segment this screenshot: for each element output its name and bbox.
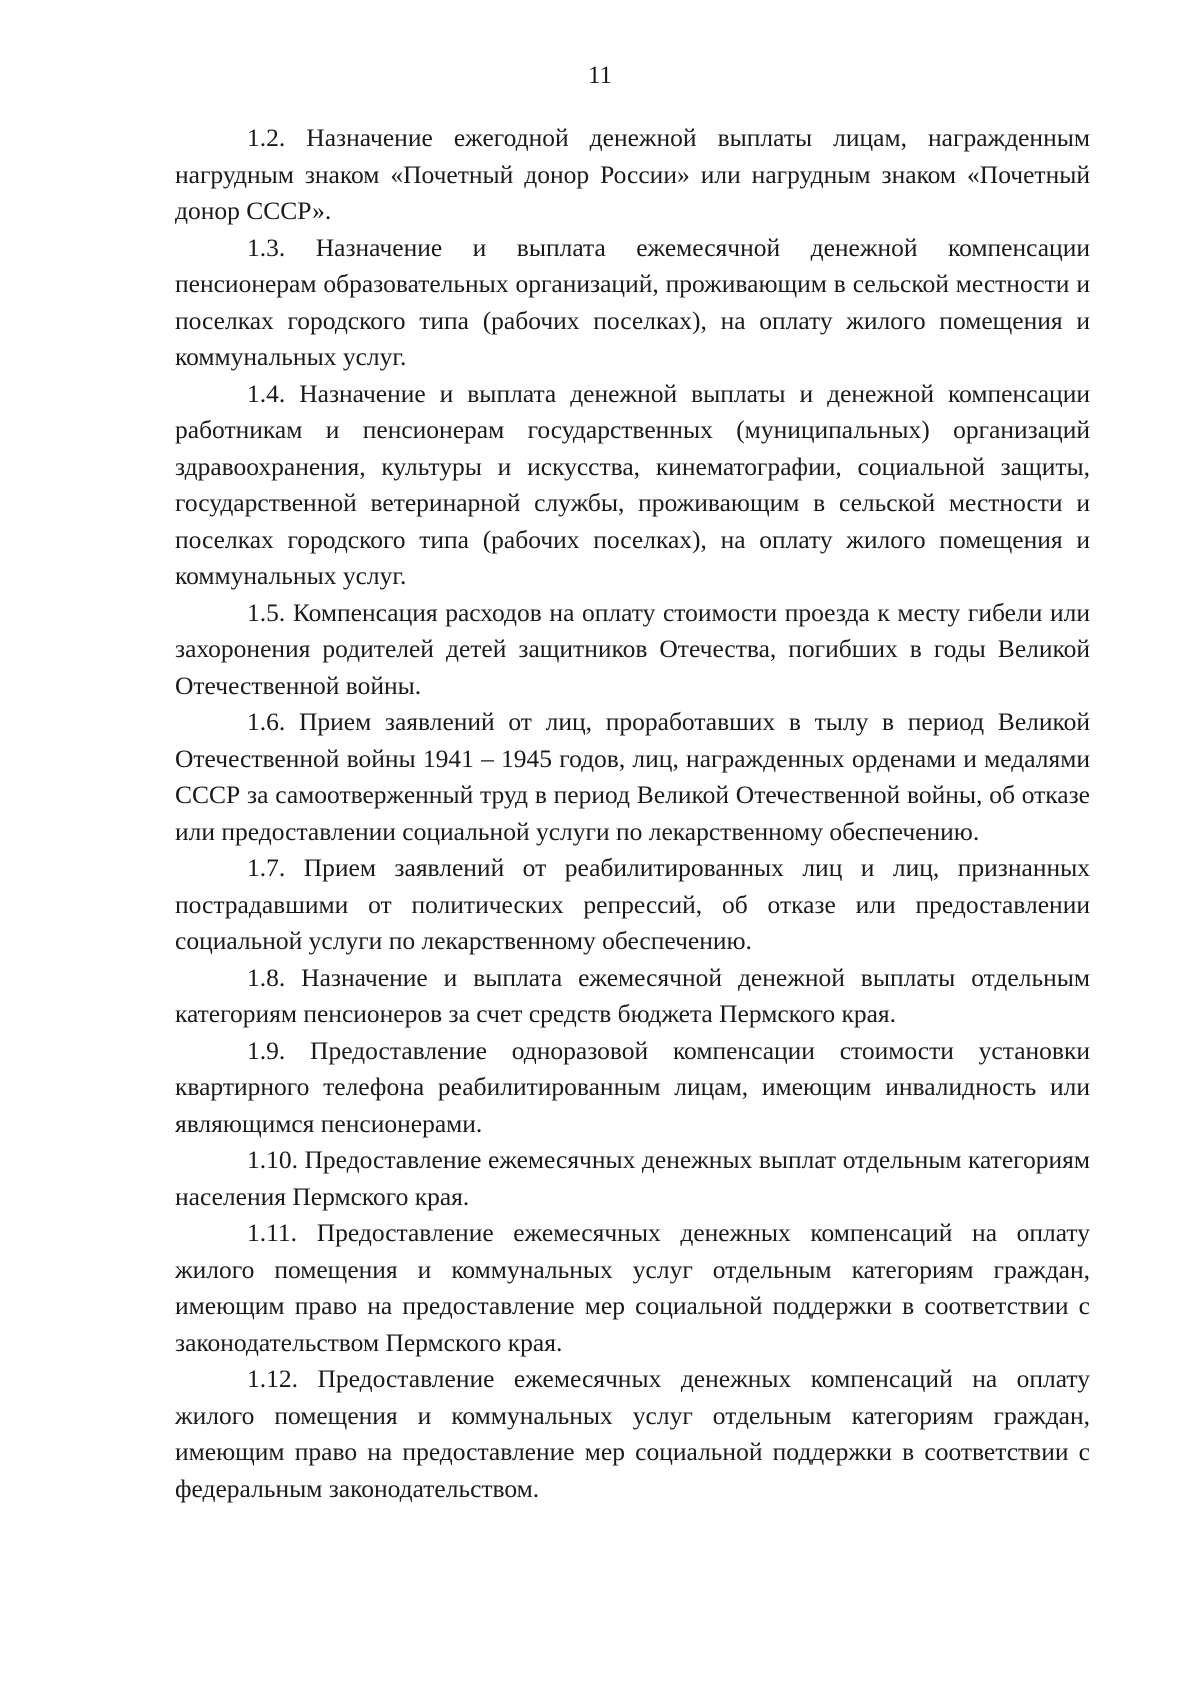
paragraph-1-12: 1.12. Предоставление ежемесячных денежных компенсаций на оплату жилого помещения и коммунальных услуг отдельным категориям граждан, имеющим право на предоставление мер социальной поддержки в соответствии с федеральным законодательством. (175, 1364, 1090, 1503)
paragraph-1-6: 1.6. Прием заявлений от лиц, проработавших в тылу в период Великой Отечественной войны 1941 – 1945 годов, лиц, награжденных орденами и медалями СССР за самоотверженный труд в период Великой Отечественной войны, об отказе или предоставлении социальной услуги по лекарственному обеспечению. (175, 707, 1090, 846)
paragraph-1-8: 1.8. Назначение и выплата ежемесячной денежной выплаты отдельным категориям пенсионеров за счет средств бюджета Пермского края. (175, 962, 1090, 1028)
paragraph-1-5: 1.5. Компенсация расходов на оплату стоимости проезда к месту гибели или захоронения родителей детей защитников Отечества, погибших в годы Великой Отечественной войны. (175, 597, 1090, 700)
paragraph-1-4: 1.4. Назначение и выплата денежной выплаты и денежной компенсации работникам и пенсионерам государственных (муниципальных) организаций здравоохранения, культуры и искусства, кинематографии, социальной защиты, государственной ветеринарной службы, проживающим в сельской местности и поселках городского типа (рабочих поселках), на оплату жилого помещения и коммунальных услуг. (175, 378, 1090, 590)
paragraph-1-7: 1.7. Прием заявлений от реабилитированных лиц и лиц, признанных пострадавшими от политических репрессий, об отказе или предоставлении социальной услуги по лекарственному обеспечению. (175, 853, 1090, 955)
paragraph-1-2: 1.2. Назначение ежегодной денежной выплаты лицам, награжденным нагрудным знаком «Почетный донор России» или нагрудным знаком «Почетный донор СССР». (175, 123, 1090, 225)
paragraph-1-11: 1.11. Предоставление ежемесячных денежных компенсаций на оплату жилого помещения и коммунальных услуг отдельным категориям граждан, имеющим право на предоставление мер социальной поддержки в соответствии с законодательством Пермского края. (175, 1218, 1090, 1357)
paragraph-1-3: 1.3. Назначение и выплата ежемесячной денежной компенсации пенсионерам образовательных организаций, проживающим в сельской местности и поселках городского типа (рабочих поселках), на оплату жилого помещения и коммунальных услуг. (175, 232, 1090, 371)
paragraph-1-10: 1.10. Предоставление ежемесячных денежных выплат отдельным категориям населения Пермского края. (175, 1145, 1090, 1211)
document-body (175, 120, 1090, 1507)
paragraph-1-9: 1.9. Предоставление одноразовой компенсации стоимости установки квартирного телефона реабилитированным лицам, имеющим инвалидность или являющимся пенсионерами. (175, 1035, 1090, 1138)
page-number: 11 (587, 62, 613, 89)
